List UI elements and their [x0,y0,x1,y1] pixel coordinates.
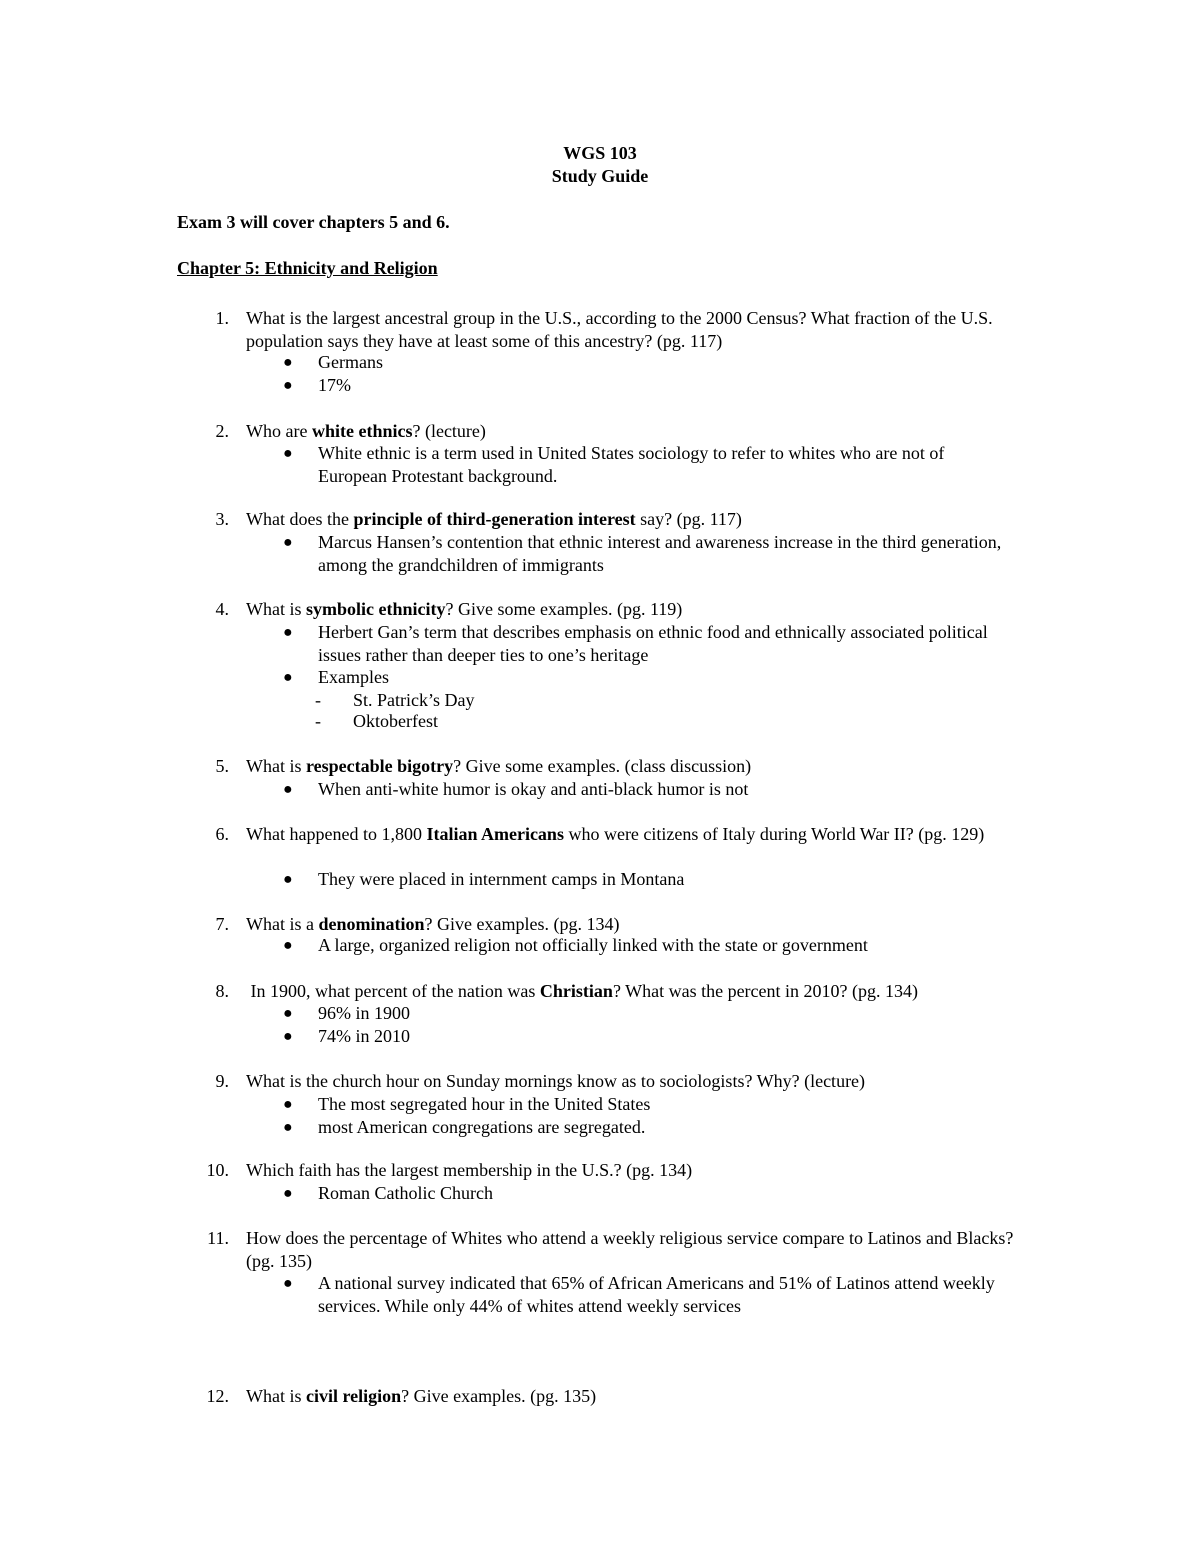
dash-icon: - [315,711,321,731]
question-text: In 1900, what percent of the nation was Christian? What was the percent in 2010? (pg. 134) [246,981,919,1001]
question-text: What is a denomination? Give examples. (pg. 134) [246,914,620,934]
exam-note: Exam 3 will cover chapters 5 and 6. [177,212,450,232]
bullet-icon: ● [283,937,293,954]
answer-text: most American congregations are segregated. [318,1117,646,1137]
question-text: What is the largest ancestral group in the U.S., according to the 2000 Census? What fraction of the U.S. population says they have at least some of this ancestry? (pg. 117) [246,308,993,351]
question-text: What does the principle of third-generation interest say? (pg. 117) [246,509,742,529]
bullet-icon: ● [283,669,293,686]
key-term: Italian Americans [426,824,564,844]
question-number: 2. [215,421,229,441]
bullet-icon: ● [283,1005,293,1022]
bullet-icon: ● [283,354,293,371]
answer-text: 17% [318,375,351,395]
key-term: symbolic ethnicity [306,599,446,619]
question-text: What is symbolic ethnicity? Give some examples. (pg. 119) [246,599,683,619]
sub-answer-text: Oktoberfest [353,711,438,731]
answer-text: Herbert Gan’s term that describes emphasis on ethnic food and ethnically associated political issues rather than deeper ties to one’s heritage [318,622,988,665]
bullet-icon: ● [283,1275,293,1292]
chapter-heading: Chapter 5: Ethnicity and Religion [177,258,438,278]
question-number: 3. [215,509,229,529]
key-term: respectable bigotry [306,756,454,776]
question-text: What is the church hour on Sunday mornings know as to sociologists? Why? (lecture) [246,1071,866,1091]
bullet-icon: ● [283,377,293,394]
answer-text: A national survey indicated that 65% of African Americans and 51% of Latinos attend weekly services. While only 44% of whites attend weekly services [318,1273,995,1316]
bullet-icon: ● [283,624,293,641]
dash-icon: - [315,690,321,710]
question-number: 1. [215,308,229,328]
key-term: civil religion [306,1386,402,1406]
bullet-icon: ● [283,781,293,798]
answer-text: Marcus Hansen’s contention that ethnic interest and awareness increase in the third generation, among the grandchildren of immigrants [318,532,1002,575]
question-text: What is civil religion? Give examples. (pg. 135) [246,1386,597,1406]
bullet-icon: ● [283,1028,293,1045]
answer-text: They were placed in internment camps in Montana [318,869,685,889]
answer-text: 74% in 2010 [318,1026,410,1046]
question-text: Who are white ethnics? (lecture) [246,421,486,441]
key-term: Christian [539,981,613,1001]
course-title: WGS 103 [563,143,637,163]
bullet-icon: ● [283,534,293,551]
question-number: 9. [215,1071,229,1091]
question-number: 4. [215,599,229,619]
answer-text: A large, organized religion not officially linked with the state or government [318,935,868,955]
answer-text: The most segregated hour in the United States [318,1094,651,1114]
document-subtitle: Study Guide [551,166,649,186]
answer-text: When anti-white humor is okay and anti-black humor is not [318,779,749,799]
question-text: How does the percentage of Whites who attend a weekly religious service compare to Latinos and Blacks? (pg. 135) [246,1228,1014,1271]
question-text: Which faith has the largest membership in the U.S.? (pg. 134) [246,1160,693,1180]
question-number: 5. [215,756,229,776]
question-text: What happened to 1,800 Italian Americans who were citizens of Italy during World War II? (pg. 129) [246,824,985,844]
key-term: white ethnics [311,421,413,441]
key-term: principle of third-generation interest [353,509,636,529]
key-term: denomination [318,914,425,934]
bullet-icon: ● [283,871,293,888]
question-number: 8. [215,981,229,1001]
question-text: What is respectable bigotry? Give some examples. (class discussion) [246,756,752,776]
bullet-icon: ● [283,1096,293,1113]
bullet-icon: ● [283,1185,293,1202]
answer-text: 96% in 1900 [318,1003,410,1023]
bullet-icon: ● [283,1119,293,1136]
question-number: 11. [207,1228,229,1248]
question-number: 12. [206,1386,229,1406]
question-number: 10. [206,1160,229,1180]
bullet-icon: ● [283,445,293,462]
sub-answer-text: St. Patrick’s Day [353,690,475,710]
question-number: 6. [215,824,229,844]
answer-text: Germans [318,352,383,372]
answer-text: Examples [318,667,389,687]
answer-text: Roman Catholic Church [318,1183,493,1203]
answer-text: White ethnic is a term used in United States sociology to refer to whites who are not of European Protestant background. [318,443,945,486]
question-number: 7. [215,914,229,934]
